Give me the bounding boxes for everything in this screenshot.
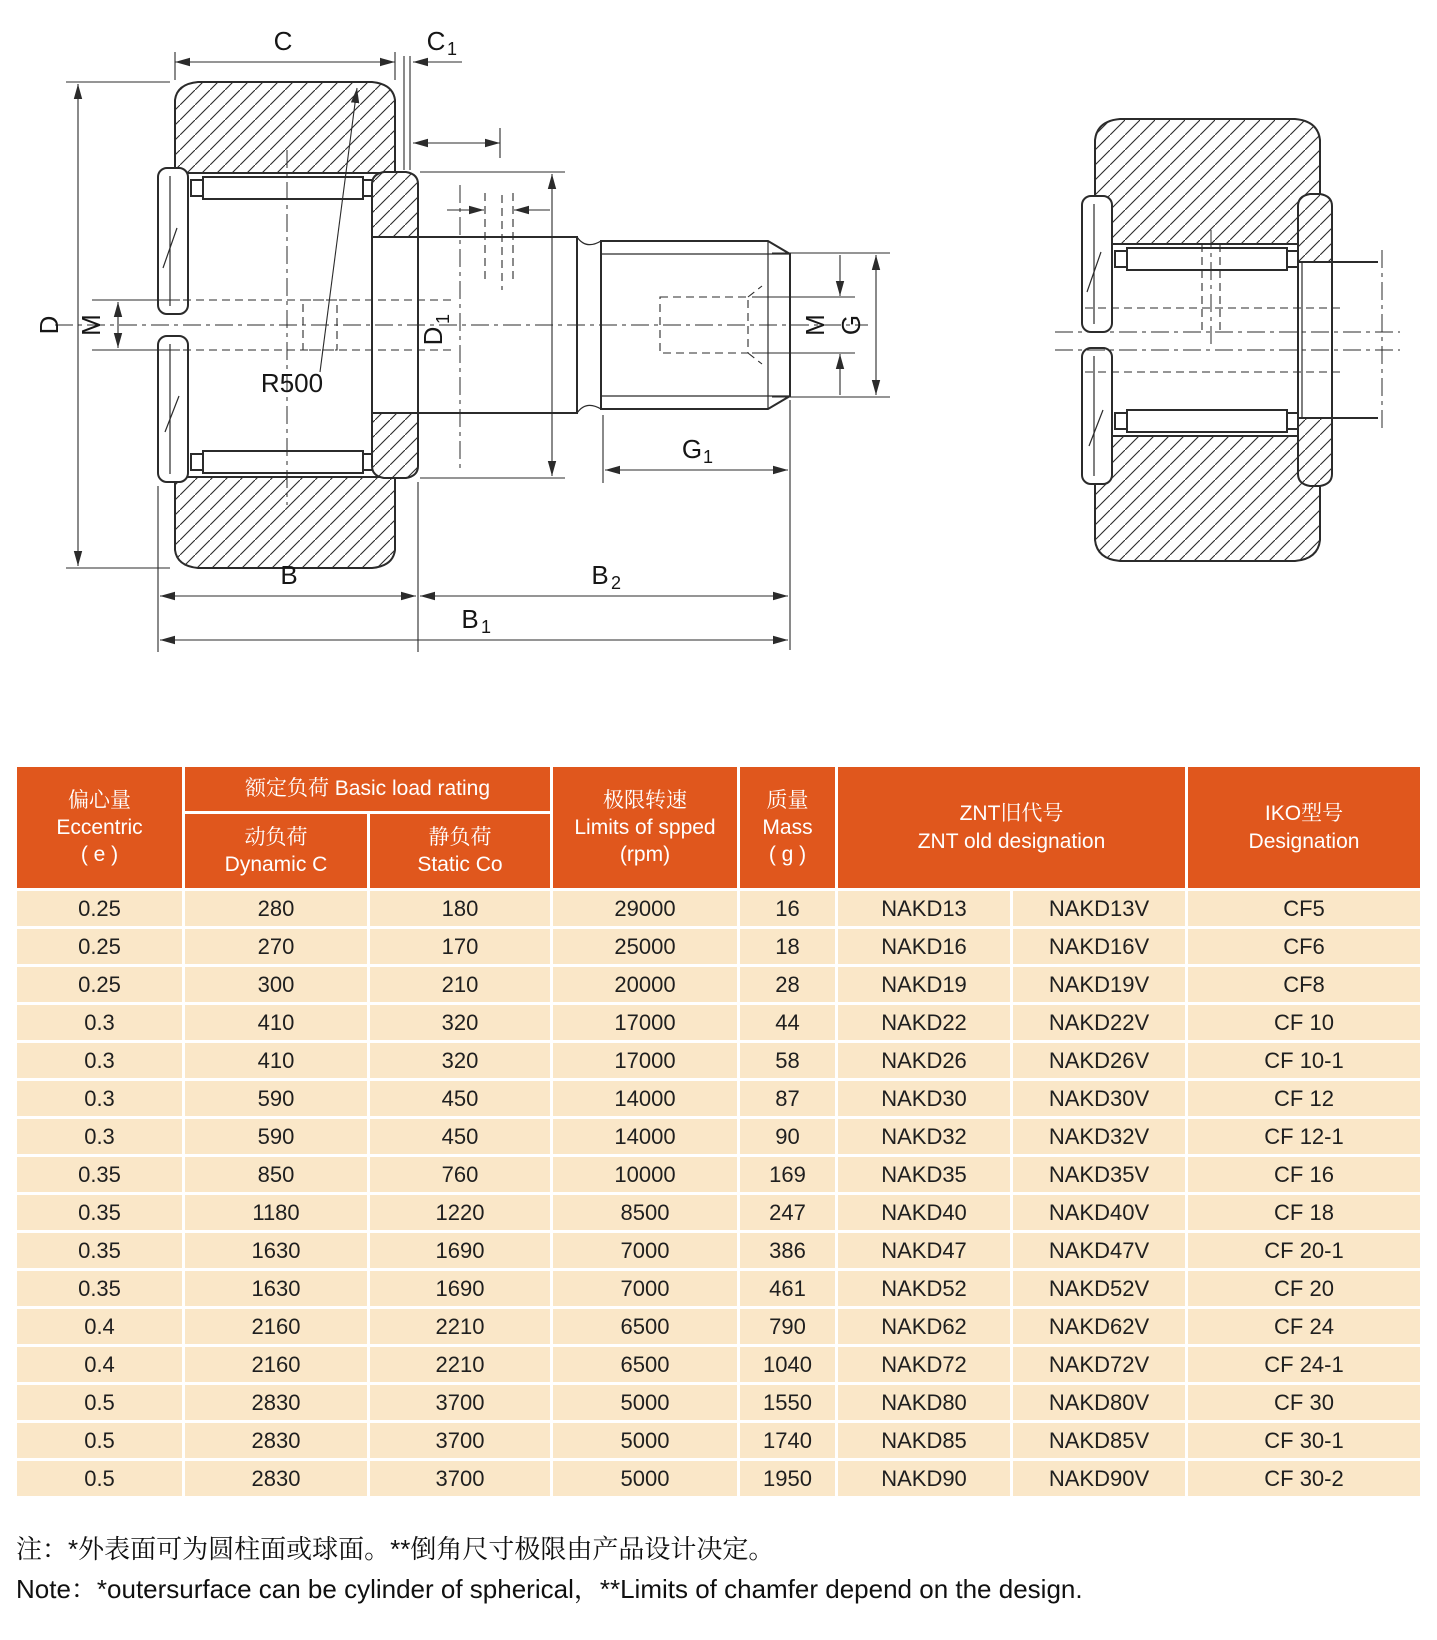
- table-cell: 2210: [370, 1309, 550, 1344]
- table-cell: 1550: [740, 1385, 835, 1420]
- table-cell: 8500: [553, 1195, 737, 1230]
- table-cell: 410: [185, 1005, 367, 1040]
- table-cell: CF 10: [1188, 1005, 1420, 1040]
- table-cell: CF 20: [1188, 1271, 1420, 1306]
- col-header-basic-load-rating: 额定负荷 Basic load rating: [185, 767, 550, 811]
- table-cell: CF 10-1: [1188, 1043, 1420, 1078]
- dim-label-C: C: [273, 26, 293, 56]
- table-cell: CF 30-2: [1188, 1461, 1420, 1496]
- table-cell: 5000: [553, 1423, 737, 1458]
- table-cell: 180: [370, 891, 550, 926]
- table-cell: 760: [370, 1157, 550, 1192]
- table-cell: 87: [740, 1081, 835, 1116]
- table-cell: 10000: [553, 1157, 737, 1192]
- footnote-english: Note：*outersurface can be cylinder of spherical，**Limits of chamfer depend on the design.: [16, 1574, 1083, 1605]
- table-row: [17, 1461, 1420, 1496]
- table-row: [17, 1081, 1420, 1116]
- col-header-znt-old-designation: ZNT旧代号 ZNT old designation: [838, 767, 1185, 888]
- svg-text:1: 1: [433, 313, 453, 324]
- table-cell: 1740: [740, 1423, 835, 1458]
- dim-reference-upper: [413, 128, 500, 158]
- outer-ring-bottom-section: [1095, 436, 1320, 561]
- table-cell: CF 12-1: [1188, 1119, 1420, 1154]
- table-cell: NAKD13: [838, 891, 1010, 926]
- table-cell: 0.25: [17, 967, 182, 1002]
- outer-ring-bottom-section: [175, 477, 395, 568]
- table-cell: CF8: [1188, 967, 1420, 1002]
- table-cell: NAKD19: [838, 967, 1010, 1002]
- table-cell: CF 12: [1188, 1081, 1420, 1116]
- table-row: [17, 1347, 1420, 1382]
- table-cell: NAKD62V: [1013, 1309, 1185, 1344]
- col-header-dynamic-load: 动负荷 Dynamic C: [185, 814, 367, 888]
- table-cell: 2160: [185, 1347, 367, 1382]
- table-cell: 280: [185, 891, 367, 926]
- table-cell: NAKD40: [838, 1195, 1010, 1230]
- table-cell: CF 24-1: [1188, 1347, 1420, 1382]
- table-row: [17, 1233, 1420, 1268]
- table-cell: 6500: [553, 1309, 737, 1344]
- table-cell: NAKD22V: [1013, 1005, 1185, 1040]
- table-cell: NAKD52V: [1013, 1271, 1185, 1306]
- table-cell: 7000: [553, 1233, 737, 1268]
- table-row: [17, 1385, 1420, 1420]
- table-cell: NAKD30V: [1013, 1081, 1185, 1116]
- table-cell: CF6: [1188, 929, 1420, 964]
- table-cell: 1180: [185, 1195, 367, 1230]
- right-drawing-yoke-type: [1055, 119, 1400, 561]
- table-cell: 90: [740, 1119, 835, 1154]
- table-cell: NAKD80V: [1013, 1385, 1185, 1420]
- table-cell: 450: [370, 1081, 550, 1116]
- table-row: [17, 1423, 1420, 1458]
- table-cell: 320: [370, 1043, 550, 1078]
- spec-table-body: [17, 891, 1420, 1496]
- technical-drawing: [0, 0, 1437, 700]
- table-cell: 1690: [370, 1271, 550, 1306]
- dim-label-B2: B: [591, 560, 609, 590]
- spec-table-header: [17, 767, 1420, 888]
- table-row: [17, 891, 1420, 926]
- table-cell: NAKD62: [838, 1309, 1010, 1344]
- table-cell: 25000: [553, 929, 737, 964]
- col-header-iko-designation: IKO型号 Designation: [1188, 767, 1420, 888]
- table-cell: 1690: [370, 1233, 550, 1268]
- dim-label-G: G: [836, 314, 866, 336]
- footnote-chinese: 注：*外表面可为圆柱面或球面。**倒角尺寸极限由产品设计决定。: [16, 1534, 775, 1564]
- table-cell: NAKD90: [838, 1461, 1010, 1496]
- table-cell: 790: [740, 1309, 835, 1344]
- col-header-speed-limit: 极限转速 Limits of spped (rpm): [553, 767, 737, 888]
- table-cell: NAKD19V: [1013, 967, 1185, 1002]
- table-row: [17, 1043, 1420, 1078]
- table-cell: CF 30: [1188, 1385, 1420, 1420]
- table-cell: 590: [185, 1081, 367, 1116]
- table-cell: NAKD30: [838, 1081, 1010, 1116]
- table-cell: 3700: [370, 1385, 550, 1420]
- table-row: [17, 1309, 1420, 1344]
- table-cell: NAKD22: [838, 1005, 1010, 1040]
- table-cell: 1630: [185, 1271, 367, 1306]
- table-row: [17, 1271, 1420, 1306]
- table-cell: 14000: [553, 1081, 737, 1116]
- table-cell: 0.4: [17, 1347, 182, 1382]
- table-cell: 169: [740, 1157, 835, 1192]
- table-cell: 450: [370, 1119, 550, 1154]
- dim-label-G1: G: [681, 434, 703, 464]
- outer-ring-top-section: [175, 82, 395, 173]
- table-cell: 20000: [553, 967, 737, 1002]
- table-row: [17, 1005, 1420, 1040]
- dim-G1: [603, 400, 790, 650]
- table-cell: 320: [370, 1005, 550, 1040]
- table-cell: 7000: [553, 1271, 737, 1306]
- table-cell: NAKD13V: [1013, 891, 1185, 926]
- table-cell: CF 24: [1188, 1309, 1420, 1344]
- table-row: [17, 1157, 1420, 1192]
- svg-text:1: 1: [447, 39, 458, 59]
- footnotes: [16, 1529, 1437, 1610]
- outer-ring-top-section: [1095, 119, 1320, 244]
- table-cell: 17000: [553, 1043, 737, 1078]
- table-cell: NAKD72V: [1013, 1347, 1185, 1382]
- side-washer-left: [1082, 196, 1112, 484]
- table-cell: 2210: [370, 1347, 550, 1382]
- table-cell: 3700: [370, 1461, 550, 1496]
- table-cell: 0.4: [17, 1309, 182, 1344]
- table-cell: 16: [740, 891, 835, 926]
- dim-label-B: B: [280, 560, 298, 590]
- table-cell: 0.35: [17, 1157, 182, 1192]
- table-cell: 44: [740, 1005, 835, 1040]
- dim-label-M-left: M: [76, 314, 106, 336]
- table-cell: CF5: [1188, 891, 1420, 926]
- table-cell: 2830: [185, 1423, 367, 1458]
- table-cell: 0.35: [17, 1271, 182, 1306]
- table-cell: 2830: [185, 1385, 367, 1420]
- table-cell: NAKD47: [838, 1233, 1010, 1268]
- table-cell: 29000: [553, 891, 737, 926]
- table-cell: NAKD35V: [1013, 1157, 1185, 1192]
- table-cell: 5000: [553, 1461, 737, 1496]
- table-cell: NAKD52: [838, 1271, 1010, 1306]
- dim-label-C1: C: [426, 26, 446, 56]
- table-cell: 0.35: [17, 1233, 182, 1268]
- table-cell: 590: [185, 1119, 367, 1154]
- svg-text:2: 2: [611, 573, 622, 593]
- table-cell: NAKD32: [838, 1119, 1010, 1154]
- table-cell: NAKD90V: [1013, 1461, 1185, 1496]
- table-cell: CF 16: [1188, 1157, 1420, 1192]
- table-row: [17, 929, 1420, 964]
- table-cell: 0.3: [17, 1005, 182, 1040]
- table-cell: 170: [370, 929, 550, 964]
- svg-text:1: 1: [703, 447, 714, 467]
- dim-B1: [160, 604, 788, 640]
- left-drawing-stud-type: [34, 26, 890, 652]
- table-cell: 461: [740, 1271, 835, 1306]
- table-cell: 2830: [185, 1461, 367, 1496]
- dim-label-D1: D: [418, 326, 448, 346]
- table-cell: 28: [740, 967, 835, 1002]
- col-header-eccentric: 偏心量 Eccentric ( e ): [17, 767, 182, 888]
- table-cell: CF 20-1: [1188, 1233, 1420, 1268]
- dim-C: [175, 26, 395, 80]
- table-cell: NAKD85: [838, 1423, 1010, 1458]
- table-cell: NAKD32V: [1013, 1119, 1185, 1154]
- table-cell: 17000: [553, 1005, 737, 1040]
- table-cell: 0.3: [17, 1043, 182, 1078]
- table-cell: 6500: [553, 1347, 737, 1382]
- table-cell: 3700: [370, 1423, 550, 1458]
- col-header-static-load: 静负荷 Static Co: [370, 814, 550, 888]
- table-cell: NAKD16V: [1013, 929, 1185, 964]
- table-cell: 386: [740, 1233, 835, 1268]
- table-cell: 5000: [553, 1385, 737, 1420]
- dim-label-R500: R500: [260, 368, 324, 398]
- table-cell: NAKD85V: [1013, 1423, 1185, 1458]
- table-cell: NAKD80: [838, 1385, 1010, 1420]
- dim-label-M-right: M: [800, 314, 830, 336]
- table-cell: NAKD40V: [1013, 1195, 1185, 1230]
- table-cell: NAKD72: [838, 1347, 1010, 1382]
- dim-label-D: D: [34, 315, 64, 335]
- table-cell: CF 18: [1188, 1195, 1420, 1230]
- table-cell: NAKD35: [838, 1157, 1010, 1192]
- needle-rollers: [1115, 248, 1299, 432]
- table-cell: 410: [185, 1043, 367, 1078]
- table-cell: 2160: [185, 1309, 367, 1344]
- table-cell: 1950: [740, 1461, 835, 1496]
- table-cell: 0.5: [17, 1423, 182, 1458]
- table-cell: 58: [740, 1043, 835, 1078]
- table-row: [17, 1195, 1420, 1230]
- table-cell: NAKD16: [838, 929, 1010, 964]
- table-cell: 18: [740, 929, 835, 964]
- table-cell: 270: [185, 929, 367, 964]
- table-cell: 1630: [185, 1233, 367, 1268]
- table-cell: 0.5: [17, 1385, 182, 1420]
- table-cell: 210: [370, 967, 550, 1002]
- table-cell: NAKD26V: [1013, 1043, 1185, 1078]
- table-cell: 850: [185, 1157, 367, 1192]
- svg-text:1: 1: [481, 617, 492, 637]
- table-cell: NAKD26: [838, 1043, 1010, 1078]
- dim-B2: [420, 560, 788, 596]
- table-cell: 0.35: [17, 1195, 182, 1230]
- spec-table: [14, 764, 1423, 1499]
- table-cell: CF 30-1: [1188, 1423, 1420, 1458]
- table-cell: 0.5: [17, 1461, 182, 1496]
- table-cell: 0.3: [17, 1081, 182, 1116]
- dim-label-B1: B: [461, 604, 479, 634]
- table-cell: 0.3: [17, 1119, 182, 1154]
- table-row: [17, 1119, 1420, 1154]
- table-cell: 0.25: [17, 929, 182, 964]
- dim-C1: [404, 26, 462, 170]
- table-row: [17, 967, 1420, 1002]
- table-cell: 0.25: [17, 891, 182, 926]
- table-cell: NAKD47V: [1013, 1233, 1185, 1268]
- table-cell: 1040: [740, 1347, 835, 1382]
- table-cell: 247: [740, 1195, 835, 1230]
- side-collar-right: [1298, 194, 1332, 486]
- col-header-mass: 质量 Mass ( g ): [740, 767, 835, 888]
- table-cell: 1220: [370, 1195, 550, 1230]
- table-cell: 300: [185, 967, 367, 1002]
- table-cell: 14000: [553, 1119, 737, 1154]
